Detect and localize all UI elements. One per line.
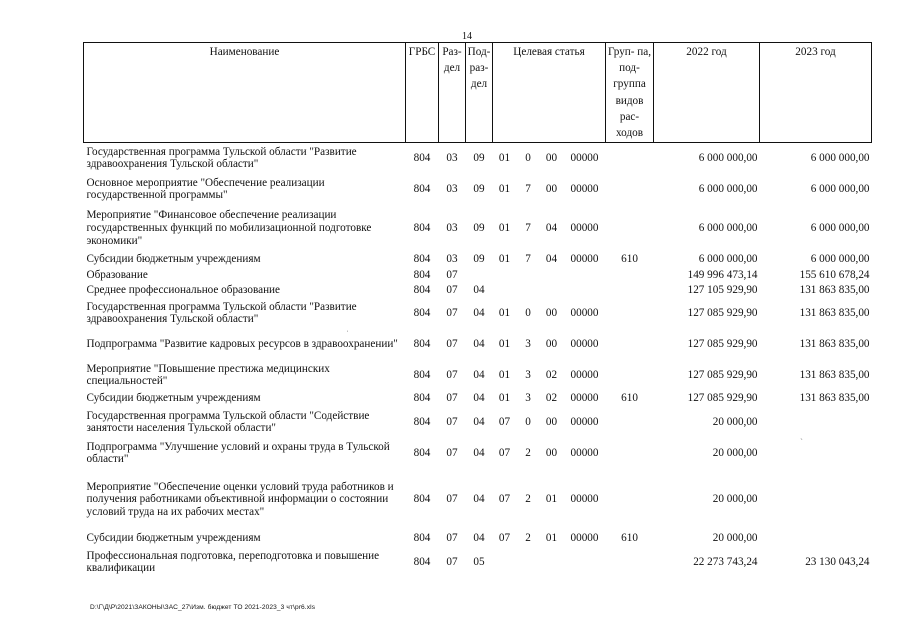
cell-target-program: 01: [498, 306, 511, 319]
cell-razdel: 07: [446, 446, 458, 459]
table-row: [84, 174, 872, 205]
cell-razdel: 07: [446, 306, 458, 319]
cell-target-direction: 00000: [570, 306, 599, 319]
cell-name: Субсидии бюджетным учреждениям: [86, 532, 261, 545]
cell-value-2022: 127 085 929,90: [687, 306, 758, 319]
cell-expense-group: [606, 143, 654, 174]
cell-name: Среднее профессиональное образование: [86, 283, 281, 296]
cell-razdel: 03: [446, 221, 458, 234]
cell-target-event: 04: [545, 221, 558, 234]
cell-value-2023: 131 863 835,00: [799, 306, 870, 319]
cell-target-program: 01: [498, 253, 511, 266]
cell-value-2023: 6 000 000,00: [810, 221, 870, 234]
cell-expense-group: [606, 547, 654, 578]
cell-podrazdel: 04: [473, 337, 485, 350]
cell-target-event: [540, 547, 564, 578]
table-row: [84, 391, 872, 407]
cell-target-event: 00: [545, 337, 558, 350]
cell-grbs: 804: [413, 415, 431, 428]
cell-value-2022: 20 000,00: [712, 493, 758, 506]
header-razdel: Раз- дел: [439, 43, 466, 143]
cell-expense-group: [606, 438, 654, 469]
cell-target-event: 02: [545, 368, 558, 381]
cell-name: Мероприятие "Финансовое обеспечение реализации государственных функций по мобилизационной подготовке экономики": [86, 209, 372, 247]
page-number: 14: [462, 31, 472, 42]
cell-value-2023: 131 863 835,00: [799, 392, 870, 405]
cell-target-subprogram: 0: [525, 152, 531, 165]
cell-target-direction: 00000: [570, 415, 599, 428]
cell-target-program: [493, 268, 517, 283]
cell-target-event: [540, 268, 564, 283]
cell-target-program: 01: [498, 392, 511, 405]
cell-podrazdel: 09: [473, 253, 485, 266]
header-expense-group: Груп- па, под- группа видов рас- ходов: [606, 43, 654, 143]
cell-podrazdel: [466, 268, 493, 283]
header-year-2022: 2022 год: [654, 43, 760, 143]
cell-target-program: 01: [498, 152, 511, 165]
cell-value-2022: 127 085 929,90: [687, 337, 758, 350]
cell-expense-group: [606, 469, 654, 531]
margin-mark: ˏ: [800, 430, 803, 440]
cell-value-2022: 6 000 000,00: [698, 221, 758, 234]
cell-target-subprogram: 3: [525, 368, 531, 381]
table-row: [84, 205, 872, 252]
margin-mark: ˌ: [346, 322, 349, 332]
cell-grbs: 804: [413, 283, 431, 296]
cell-target-direction: 00000: [570, 392, 599, 405]
cell-podrazdel: 09: [473, 152, 485, 165]
cell-target-program: 07: [498, 532, 511, 545]
table-row: [84, 252, 872, 268]
cell-value-2022: 127 085 929,90: [687, 368, 758, 381]
cell-razdel: 03: [446, 182, 458, 195]
cell-target-event: 00: [545, 306, 558, 319]
cell-name: Образование: [86, 268, 148, 281]
cell-target-direction: 00000: [570, 221, 599, 234]
cell-grbs: 804: [413, 532, 431, 545]
cell-podrazdel: 04: [473, 283, 485, 296]
cell-name: Мероприятие "Обеспечение оценки условий труда работников и получения работниками объективной информации о состоянии условий труда на их рабочих местах": [86, 480, 394, 519]
cell-grbs: 804: [413, 392, 431, 405]
cell-target-program: [493, 283, 517, 298]
table-row: [84, 143, 872, 174]
cell-razdel: 03: [446, 152, 458, 165]
cell-grbs: 804: [413, 268, 431, 281]
cell-razdel: 03: [446, 253, 458, 266]
header-grbs: ГРБС: [406, 43, 439, 143]
cell-target-subprogram: 3: [525, 392, 531, 405]
cell-value-2022: 6 000 000,00: [698, 182, 758, 195]
cell-target-subprogram: [517, 547, 540, 578]
cell-target-subprogram: 0: [525, 306, 531, 319]
cell-target-subprogram: 2: [525, 493, 531, 506]
cell-value-2023: 6 000 000,00: [810, 253, 870, 266]
cell-target-direction: 00000: [570, 446, 599, 459]
cell-value-2023: 131 863 835,00: [799, 283, 870, 296]
cell-value-2023: 155 610 678,24: [799, 268, 870, 281]
cell-target-subprogram: 7: [525, 253, 531, 266]
cell-target-event: 04: [545, 253, 558, 266]
cell-value-2023: 23 130 043,24: [805, 555, 870, 568]
cell-value-2023: 6 000 000,00: [810, 152, 870, 165]
cell-razdel: 07: [446, 283, 458, 296]
cell-value-2022: 6 000 000,00: [698, 253, 758, 266]
cell-name: Мероприятие "Повышение престижа медицинских специальностей": [86, 362, 330, 388]
cell-target-direction: [564, 283, 606, 298]
cell-target-direction: 00000: [570, 493, 599, 506]
cell-razdel: 07: [446, 392, 458, 405]
cell-podrazdel: 05: [473, 555, 485, 568]
cell-target-subprogram: 2: [525, 532, 531, 545]
cell-target-event: [540, 283, 564, 298]
cell-target-subprogram: 0: [525, 415, 531, 428]
cell-expense-group: 610: [621, 532, 638, 545]
cell-target-program: 01: [498, 337, 511, 350]
table-row: [84, 360, 872, 391]
budget-table-wrapper: [83, 42, 871, 578]
cell-value-2023: [760, 438, 872, 469]
cell-grbs: 804: [413, 446, 431, 459]
budget-table: [83, 42, 872, 578]
cell-podrazdel: 04: [473, 532, 485, 545]
cell-podrazdel: 04: [473, 392, 485, 405]
cell-grbs: 804: [413, 555, 431, 568]
cell-expense-group: [606, 268, 654, 283]
cell-value-2023: [760, 407, 872, 438]
cell-razdel: 07: [446, 532, 458, 545]
cell-value-2022: 149 996 473,14: [687, 268, 758, 281]
header-target-article: Целевая статья: [493, 43, 606, 143]
cell-value-2022: 6 000 000,00: [698, 152, 758, 165]
cell-value-2022: 127 105 929,90: [687, 283, 758, 296]
table-header-row: [84, 43, 872, 143]
table-row: [84, 298, 872, 329]
cell-target-event: 00: [545, 446, 558, 459]
cell-expense-group: [606, 174, 654, 205]
cell-value-2023: 6 000 000,00: [810, 182, 870, 195]
table-row: [84, 547, 872, 578]
table-row: [84, 268, 872, 283]
cell-target-subprogram: [517, 268, 540, 283]
cell-value-2023: 131 863 835,00: [799, 337, 870, 350]
cell-target-program: 01: [498, 182, 511, 195]
cell-target-program: 01: [498, 221, 511, 234]
cell-target-direction: 00000: [570, 368, 599, 381]
cell-target-subprogram: 2: [525, 446, 531, 459]
cell-target-program: 07: [498, 415, 511, 428]
cell-target-direction: 00000: [570, 253, 599, 266]
cell-value-2023: 131 863 835,00: [799, 368, 870, 381]
cell-target-program: 07: [498, 493, 511, 506]
cell-grbs: 804: [413, 493, 431, 506]
table-row: [84, 329, 872, 360]
cell-grbs: 804: [413, 253, 431, 266]
table-row: [84, 469, 872, 531]
cell-razdel: 07: [446, 493, 458, 506]
cell-expense-group: [606, 283, 654, 298]
cell-razdel: 07: [446, 268, 458, 281]
cell-expense-group: [606, 298, 654, 329]
cell-target-event: 00: [545, 415, 558, 428]
table-body: [84, 143, 872, 578]
table-row: [84, 438, 872, 469]
cell-expense-group: [606, 205, 654, 252]
cell-name: Основное мероприятие "Обеспечение реализации государственной программы": [86, 176, 325, 202]
cell-podrazdel: 04: [473, 368, 485, 381]
cell-razdel: 07: [446, 555, 458, 568]
cell-podrazdel: 04: [473, 415, 485, 428]
cell-podrazdel: 04: [473, 446, 485, 459]
cell-target-program: 01: [498, 368, 511, 381]
header-podrazdel: Под- раз- дел: [466, 43, 493, 143]
cell-target-subprogram: 7: [525, 182, 531, 195]
table-row: [84, 407, 872, 438]
cell-target-direction: 00000: [570, 182, 599, 195]
cell-name: Подпрограмма "Развитие кадровых ресурсов в здравоохранении": [86, 337, 398, 350]
cell-value-2022: 127 085 929,90: [687, 392, 758, 405]
cell-expense-group: [606, 329, 654, 360]
cell-name: Государственная программа Тульской области "Развитие здравоохранения Тульской области": [86, 145, 357, 171]
cell-value-2022: 20 000,00: [712, 532, 758, 545]
cell-podrazdel: 09: [473, 182, 485, 195]
cell-grbs: 804: [413, 337, 431, 350]
file-path-footer: D:\Г\Д\Р\2021\ЗАКОНЫ\ЗАС_27\Изм. бюджет ТО 2021-2023_3 чт\pr6.xls: [90, 604, 316, 611]
cell-expense-group: [606, 407, 654, 438]
cell-target-event: 00: [545, 182, 558, 195]
cell-name: Государственная программа Тульской области "Содействие занятости населения Тульской области": [86, 409, 370, 435]
cell-target-event: 01: [545, 493, 558, 506]
cell-name: Субсидии бюджетным учреждениям: [86, 392, 261, 405]
cell-value-2022: 20 000,00: [712, 415, 758, 428]
cell-value-2023: [760, 469, 872, 531]
cell-razdel: 07: [446, 368, 458, 381]
cell-target-direction: 00000: [570, 152, 599, 165]
cell-podrazdel: 04: [473, 493, 485, 506]
cell-target-subprogram: 3: [525, 337, 531, 350]
cell-podrazdel: 04: [473, 306, 485, 319]
cell-razdel: 07: [446, 415, 458, 428]
cell-target-subprogram: 7: [525, 221, 531, 234]
cell-target-direction: [564, 268, 606, 283]
cell-expense-group: 610: [621, 253, 638, 266]
cell-grbs: 804: [413, 182, 431, 195]
cell-grbs: 804: [413, 152, 431, 165]
cell-value-2022: 22 273 743,24: [693, 555, 758, 568]
cell-target-direction: 00000: [570, 532, 599, 545]
cell-target-program: 07: [498, 446, 511, 459]
cell-razdel: 07: [446, 337, 458, 350]
table-row: [84, 531, 872, 547]
cell-grbs: 804: [413, 221, 431, 234]
header-year-2023: 2023 год: [760, 43, 872, 143]
cell-target-direction: 00000: [570, 337, 599, 350]
cell-target-program: [493, 547, 517, 578]
cell-name: Подпрограмма "Улучшение условий и охраны труда в Тульской области": [86, 440, 390, 466]
table-row: [84, 283, 872, 298]
cell-target-event: 02: [545, 392, 558, 405]
cell-target-direction: [564, 547, 606, 578]
cell-expense-group: 610: [621, 392, 638, 405]
cell-name: Профессиональная подготовка, переподготовка и повышение квалификации: [86, 549, 380, 575]
cell-podrazdel: 09: [473, 221, 485, 234]
cell-expense-group: [606, 360, 654, 391]
cell-grbs: 804: [413, 306, 431, 319]
cell-value-2023: [760, 531, 872, 547]
cell-target-event: 01: [545, 532, 558, 545]
cell-value-2022: 20 000,00: [712, 446, 758, 459]
cell-grbs: 804: [413, 368, 431, 381]
cell-name: Субсидии бюджетным учреждениям: [86, 253, 261, 266]
cell-target-subprogram: [517, 283, 540, 298]
cell-target-event: 00: [545, 152, 558, 165]
cell-name: Государственная программа Тульской области "Развитие здравоохранения Тульской области": [86, 300, 357, 326]
header-name: Наименование: [84, 43, 406, 143]
